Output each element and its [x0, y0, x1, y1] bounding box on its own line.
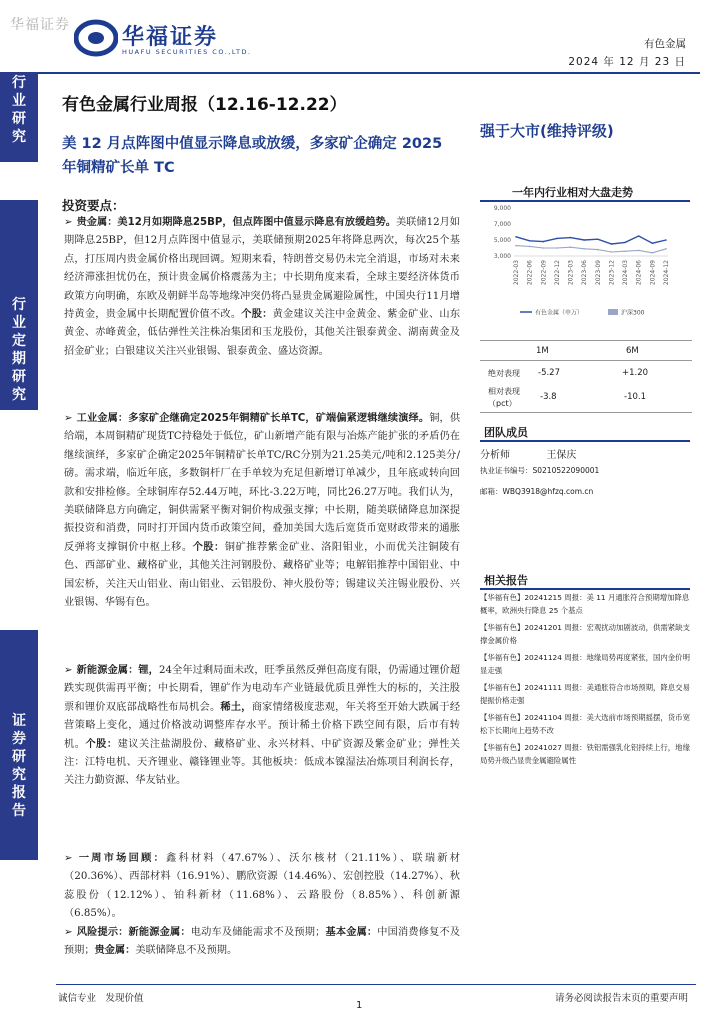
logo-english-name: HUAFU SECURITIES CO.,LTD. — [122, 48, 252, 56]
data-point — [529, 240, 531, 242]
table-rule-top — [480, 340, 692, 341]
y-tick-label: 7,000 — [493, 221, 511, 228]
data-point — [597, 238, 599, 240]
header-category: 有色金属 — [644, 38, 686, 50]
key-points-body — [64, 214, 460, 964]
sidebar-tag-industry-research: 行业研究 — [0, 72, 38, 162]
data-point — [611, 243, 613, 245]
related-report-item[interactable]: 【华福有色】20241027 周报：铁铝需强乳化铝持续上行，地缘局势升级凸显贵金属避险属性 — [480, 743, 690, 765]
row-label-absolute: 绝对表现 — [488, 369, 520, 378]
related-report-item[interactable]: 【华福有色】20241111 周报：美通胀符合市场预期，降息交易提振价格走强 — [480, 683, 690, 705]
trend-chart — [480, 200, 692, 330]
logo-emblem-icon — [74, 18, 118, 58]
analyst-role: 分析师 — [480, 450, 510, 461]
data-point — [652, 252, 654, 254]
key-points-title: 投资要点： — [62, 198, 125, 213]
related-reports-title: 相关报告 — [484, 574, 528, 587]
data-point — [665, 248, 667, 250]
related-report-item[interactable]: 【华福有色】20241215 周报：美 11 月通胀符合预期增加降息概率，欧洲央行降息 25 个基点 — [480, 593, 690, 615]
data-point — [611, 251, 613, 253]
x-tick-label: 2024-12 — [663, 260, 670, 286]
paragraph-new-energy-metals: ➢ 新能源金属：锂，24全年过剩局面未改，旺季虽然反弹但高度有限，仍需通过锂价超跌实现供需再平衡；中长期看，锂矿作为电动车产业链最优质且弹性大的标的，关注股票和锂价双底部战略性布局机会。稀土，商家情绪极度悲观，年关将至开始大跌属于经营策略上变化，通过价格波动调整库存水平。预计稀土价格下跌空间有限，后市有转机。个股：建议关注盐湖股份、藏格矿业、永兴材料、中矿资源及紫金矿业；弹性关注：江特电机、天齐锂业、赣锋锂业等。其他板块：低成本镍湿法冶炼项目利润长存，关注力勤资源、华友钴业。 — [64, 665, 460, 787]
data-point — [515, 245, 517, 247]
abs-6m-value: +1.20 — [622, 368, 649, 378]
data-point — [638, 235, 640, 237]
company-logo — [74, 18, 254, 64]
rel-6m-value: -10.1 — [624, 392, 646, 402]
header-divider — [0, 72, 700, 74]
data-point — [597, 249, 599, 251]
team-title-underline — [480, 440, 690, 442]
header-date: 2024 年 12 月 23 日 — [568, 56, 686, 68]
report-headline: 美 12 月点阵图中值显示降息或放缓，多家矿企确定 2025 年铜精矿长单 TC — [62, 136, 443, 176]
bullet-arrow-icon: ➢ — [64, 217, 73, 228]
y-tick-label: 5,000 — [493, 237, 511, 244]
team-title: 团队成员 — [484, 426, 528, 439]
x-tick-label: 2023-12 — [608, 260, 616, 286]
data-point — [556, 247, 558, 249]
bullet-arrow-icon: ➢ — [64, 853, 73, 864]
abs-1m-value: -5.27 — [538, 368, 560, 378]
paragraph-risk-warning: ➢ 风险提示：新能源金属：电动车及储能需求不及预期；基本金属：中国消费修复不及预期；贵金属：美联储降息不及预期。 — [64, 927, 460, 957]
sidebar-tag-periodic-research: 行业定期研究 — [0, 200, 38, 410]
x-tick-label: 2023-06 — [581, 260, 589, 286]
trend-chart-title: 一年内行业相对大盘走势 — [512, 186, 633, 199]
data-point — [570, 237, 572, 239]
x-tick-label: 2024-06 — [635, 260, 643, 286]
logo-chinese-name: 华福证券 — [122, 25, 219, 50]
y-tick-label: 3,000 — [493, 253, 511, 260]
data-point — [570, 246, 572, 248]
x-tick-label: 2022-12 — [553, 260, 561, 286]
legend-label-industry: 有色金属（申万） — [535, 309, 584, 317]
table-rule-bottom — [480, 412, 692, 413]
related-title-underline — [480, 588, 690, 590]
data-point — [624, 242, 626, 244]
analyst-line — [480, 446, 692, 461]
footer-slogan: 诚信专业 发现价值 — [58, 993, 144, 1004]
data-point — [665, 239, 667, 241]
paragraph-industrial-metals: ➢ 工业金属：多家矿企继确定2025年铜精矿长单TC，矿端偏紧逻辑继续演绎。铜，供给端，本周铜精矿现货TC持稳处于低位，矿山新增产能有限与冶炼产能扩张的矛盾仍在继续演绎，多家矿企确定2025年铜精矿长单TC/RC分别为21.25美元/吨和2.125美分/磅。需求端，临近年底，多数铜杆厂在手单较为充足但新增订单减少，且年底或转向回款和安排检修。全球铜库存52.44万吨，环比-3.22万吨，同比26.27万吨。我们认为，美联储降息方向确定，铜供需紧平衡对铜价构成强支撑；中长期，随美联储降息加深提振投资和消费，同时打开国内货币政策空间，叠加美国大选后宽货币宽财政带来的通胀反弹将支撑铜价中枢上移。个股：铜矿推荐紫金矿业、洛阳钼业，小而优关注铜陵有色、西部矿业、藏格矿业，其他关注河钢股份、藏格矿业等；电解铝推荐中国铝业、中国宏桥，关注天山铝业、南山铝业、云铝股份、神火股份等；锡建议关注锡业股份、兴业银锡、华锡有色。 — [64, 413, 460, 609]
x-tick-label: 2024-09 — [649, 260, 657, 286]
paragraph-market-review: ➢ 一周市场回顾：鑫科材料（47.67%）、沃尔核材（21.11%）、联瑞新材（20.36%）、西部材料（16.91%）、鹏欣资源（14.46%）、宏创控股（14.27%）、秋蕊股份（12.12%）、铂科新材（11.68%）、云路股份（8.85%）、科创新源（6.85%）。 — [64, 853, 460, 920]
related-reports-list — [480, 592, 694, 772]
analyst-certificate: 执业证书编号：S0210522090001 — [480, 466, 600, 475]
data-point — [583, 248, 585, 250]
related-report-item[interactable]: 【华福有色】20241201 周报：宏观扰动加剧波动，供需紧缺支撑金属价格 — [480, 623, 690, 645]
x-tick-label: 2022-09 — [540, 260, 548, 286]
row-label-relative: 相对表现（pct） — [488, 387, 520, 408]
bullet-arrow-icon: ➢ — [64, 927, 73, 938]
y-tick-label: 9,000 — [493, 205, 511, 212]
paragraph-precious-metals: ➢ 贵金属：美12月如期降息25BP，但点阵图中值显示降息有放缓趋势。美联储12月如期降息25BP，但12月点阵图中值显示，美联储预期2025年将降息两次，每次25个基点，打压周内贵金属价格出现回调。短期来看，特朗普交易仍未完全消退，市场对未来经济滞涨担忧仍在，预计贵金属价格震荡为主；中长期角度来看，全球主要经济体货币政策方向明确，东欧及朝鲜半岛等地缘冲突仍将凸显贵金属避险属性，中国央行11月增持黄金，贵金属中长期配置价值不改。个股：黄金建议关注中金黄金、紫金矿业、山东黄金、赤峰黄金，低估弹性关注株冶集团和玉龙股份，其他关注银泰黄金、湖南黄金及招金矿业；白银建议关注兴业银锡、银泰黄金、盛达资源。 — [64, 217, 460, 357]
data-point — [652, 242, 654, 244]
related-report-item[interactable]: 【华福有色】20241124 周报：地缘局势再度紧张，国内金价明显走强 — [480, 653, 690, 675]
analyst-email[interactable]: 邮箱：WBQ3918@hfzq.com.cn — [480, 487, 594, 496]
data-point — [624, 250, 626, 252]
series-line-hs300 — [516, 246, 666, 253]
x-tick-label: 2023-03 — [567, 260, 575, 286]
footer-divider — [56, 984, 696, 985]
bullet-arrow-icon: ➢ — [64, 413, 73, 424]
industry-rating: 强于大市(维持评级) — [480, 122, 614, 140]
left-sidebar — [0, 72, 38, 972]
col-header-6m: 6M — [626, 346, 639, 356]
table-rule-header — [480, 360, 692, 361]
bullet-arrow-icon: ➢ — [64, 665, 73, 676]
sidebar-tag-securities-report: 证券研究报告 — [0, 630, 38, 860]
related-report-item[interactable]: 【华福有色】20241104 周报：美大选前市场预期摇摆，货币宽松下长期向上趋势不改 — [480, 713, 690, 735]
x-tick-label: 2024-03 — [622, 260, 630, 286]
data-point — [583, 239, 585, 241]
x-tick-label: 2022-06 — [526, 260, 534, 286]
x-tick-label: 2023-09 — [594, 260, 602, 286]
footer-disclaimer[interactable]: 请务必阅读报告末页的重要声明 — [554, 993, 688, 1004]
legend-swatch-hs300 — [608, 309, 618, 315]
series-line-industry — [516, 236, 666, 244]
analyst-info — [480, 446, 692, 497]
data-point — [543, 241, 545, 243]
data-point — [543, 247, 545, 249]
data-point — [556, 238, 558, 240]
data-point — [638, 250, 640, 252]
page-number: 1 — [356, 1000, 363, 1011]
col-header-1m: 1M — [536, 346, 549, 356]
report-title: 有色金属行业周报（12.16-12.22） — [62, 95, 347, 115]
x-tick-label: 2022-03 — [513, 260, 520, 286]
analyst-name: 王保庆 — [546, 450, 577, 461]
legend-label-hs300: 沪深300 — [621, 309, 645, 317]
watermark: 华福证券 — [10, 17, 70, 33]
data-point — [515, 236, 517, 238]
data-point — [529, 246, 531, 248]
rel-1m-value: -3.8 — [540, 392, 557, 402]
